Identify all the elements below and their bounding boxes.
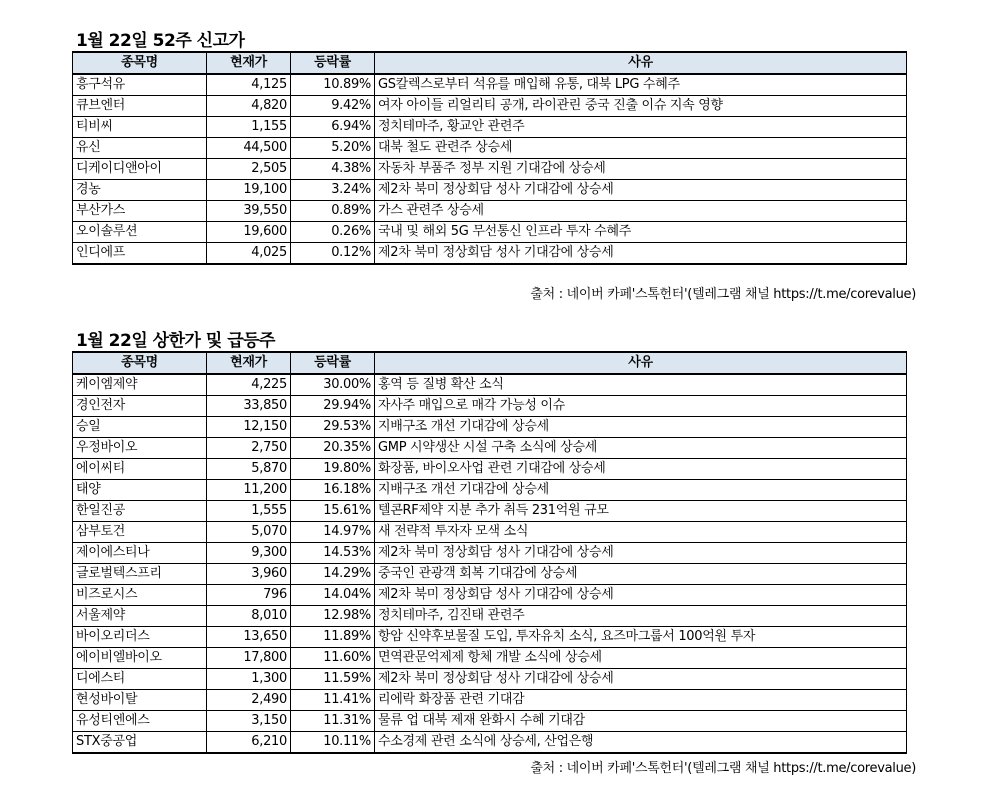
- header-change: 등락률: [291, 352, 375, 374]
- change-cell: 0.89%: [291, 201, 375, 222]
- change-cell: 5.20%: [291, 138, 375, 159]
- change-cell: 14.97%: [291, 522, 375, 543]
- reason-cell: GS칼렉스로부터 석유를 매입해 유통, 대북 LPG 수혜주: [375, 74, 907, 96]
- reason-cell: 제2차 북미 정상회담 성사 기대감에 상승세: [375, 543, 907, 564]
- table-row: [73, 648, 907, 669]
- reason-cell: 리에락 화장품 관련 기대감: [375, 690, 907, 711]
- reason-cell: 여자 아이들 리얼리티 공개, 라이관린 중국 진출 이슈 지속 영향: [375, 96, 907, 117]
- price-cell: 6,210: [207, 732, 291, 754]
- price-cell: 4,125: [207, 74, 291, 96]
- stock-name-cell: 비즈로시스: [73, 585, 207, 606]
- price-cell: 33,850: [207, 396, 291, 417]
- stock-name-cell: 인디에프: [73, 243, 207, 265]
- reason-cell: 제2차 북미 정상회담 성사 기대감에 상승세: [375, 180, 907, 201]
- stock-name-cell: 삼부토건: [73, 522, 207, 543]
- price-cell: 8,010: [207, 606, 291, 627]
- stock-name-cell: 에이비엘바이오: [73, 648, 207, 669]
- price-cell: 2,490: [207, 690, 291, 711]
- change-cell: 16.18%: [291, 480, 375, 501]
- stock-name-cell: 큐브엔터: [73, 96, 207, 117]
- table-row: [73, 138, 907, 159]
- stock-name-cell: 디에스티: [73, 669, 207, 690]
- reason-cell: 화장품, 바이오사업 관련 기대감에 상승세: [375, 459, 907, 480]
- reason-cell: 지배구조 개선 기대감에 상승세: [375, 480, 907, 501]
- stock-name-cell: 오이솔루션: [73, 222, 207, 243]
- reason-cell: GMP 시약생산 시설 구축 소식에 상승세: [375, 438, 907, 459]
- change-cell: 11.41%: [291, 690, 375, 711]
- stock-name-cell: 부산가스: [73, 201, 207, 222]
- stock-name-cell: 티비씨: [73, 117, 207, 138]
- reason-cell: 정치테마주, 황교안 관련주: [375, 117, 907, 138]
- price-cell: 3,960: [207, 564, 291, 585]
- table-row: [73, 438, 907, 459]
- table-row: [73, 690, 907, 711]
- table-row: [73, 585, 907, 606]
- price-cell: 17,800: [207, 648, 291, 669]
- stock-name-cell: 승일: [73, 417, 207, 438]
- table-row: [73, 606, 907, 627]
- stock-name-cell: 제이에스티나: [73, 543, 207, 564]
- stock-name-cell: 유성티엔에스: [73, 711, 207, 732]
- table-row: [73, 543, 907, 564]
- change-cell: 3.24%: [291, 180, 375, 201]
- table-row: [73, 480, 907, 501]
- table-row: [73, 222, 907, 243]
- header-reason: 사유: [375, 52, 907, 74]
- stock-name-cell: 경농: [73, 180, 207, 201]
- header-price: 현재가: [207, 52, 291, 74]
- header-stock-name: 종목명: [73, 352, 207, 374]
- stock-name-cell: 우정바이오: [73, 438, 207, 459]
- stock-name-cell: 글로벌텍스프리: [73, 564, 207, 585]
- stock-name-cell: 유신: [73, 138, 207, 159]
- table-row: [73, 711, 907, 732]
- table-row: [73, 243, 907, 265]
- change-cell: 11.89%: [291, 627, 375, 648]
- price-cell: 4,025: [207, 243, 291, 265]
- header-price: 현재가: [207, 352, 291, 374]
- stock-name-cell: STX중공업: [73, 732, 207, 754]
- change-cell: 19.80%: [291, 459, 375, 480]
- table-row: [73, 117, 907, 138]
- reason-cell: 면역관문억제제 항체 개발 소식에 상승세: [375, 648, 907, 669]
- table-row: [73, 669, 907, 690]
- stock-name-cell: 현성바이탈: [73, 690, 207, 711]
- change-cell: 10.11%: [291, 732, 375, 754]
- highs-table: [72, 51, 907, 265]
- reason-cell: 대북 철도 관련주 상승세: [375, 138, 907, 159]
- table-row: [73, 417, 907, 438]
- table-row: [73, 374, 907, 396]
- header-reason: 사유: [375, 352, 907, 374]
- stock-name-cell: 에이씨티: [73, 459, 207, 480]
- table-row: [73, 180, 907, 201]
- change-cell: 9.42%: [291, 96, 375, 117]
- price-cell: 1,155: [207, 117, 291, 138]
- table-row: [73, 201, 907, 222]
- reason-cell: 새 전략적 투자자 모색 소식: [375, 522, 907, 543]
- highs-source: 출처 : 네이버 카페'스톡헌터'(텔레그램 채널 https://t.me/corevalue): [530, 287, 916, 302]
- change-cell: 14.04%: [291, 585, 375, 606]
- reason-cell: 정치테마주, 김진태 관련주: [375, 606, 907, 627]
- price-cell: 39,550: [207, 201, 291, 222]
- header-stock-name: 종목명: [73, 52, 207, 74]
- change-cell: 10.89%: [291, 74, 375, 96]
- reason-cell: 국내 및 해외 5G 무선통신 인프라 투자 수혜주: [375, 222, 907, 243]
- reason-cell: 제2차 북미 정상회담 성사 기대감에 상승세: [375, 585, 907, 606]
- change-cell: 11.59%: [291, 669, 375, 690]
- table-row: [73, 396, 907, 417]
- price-cell: 1,555: [207, 501, 291, 522]
- table-row: [73, 564, 907, 585]
- highs-title: 1월 22일 52주 신고가: [76, 31, 245, 51]
- table-header-row: [73, 52, 907, 74]
- gainers-source: 출처 : 네이버 카페'스톡헌터'(텔레그램 채널 https://t.me/corevalue): [530, 761, 916, 776]
- reason-cell: 항암 신약후보물질 도입, 투자유치 소식, 요즈마그룹서 100억원 투자: [375, 627, 907, 648]
- change-cell: 30.00%: [291, 374, 375, 396]
- price-cell: 5,870: [207, 459, 291, 480]
- change-cell: 15.61%: [291, 501, 375, 522]
- stock-name-cell: 흥구석유: [73, 74, 207, 96]
- change-cell: 14.53%: [291, 543, 375, 564]
- reason-cell: 제2차 북미 정상회담 성사 기대감에 상승세: [375, 243, 907, 265]
- price-cell: 3,150: [207, 711, 291, 732]
- price-cell: 11,200: [207, 480, 291, 501]
- stock-name-cell: 디케이디앤아이: [73, 159, 207, 180]
- price-cell: 796: [207, 585, 291, 606]
- gainers-table: [72, 351, 907, 754]
- reason-cell: 수소경제 관련 소식에 상승세, 산업은행: [375, 732, 907, 754]
- reason-cell: 자동차 부품주 정부 지원 기대감에 상승세: [375, 159, 907, 180]
- gainers-title: 1월 22일 상한가 및 급등주: [76, 331, 275, 351]
- table-row: [73, 501, 907, 522]
- price-cell: 1,300: [207, 669, 291, 690]
- price-cell: 4,225: [207, 374, 291, 396]
- price-cell: 2,505: [207, 159, 291, 180]
- change-cell: 4.38%: [291, 159, 375, 180]
- reason-cell: 가스 관련주 상승세: [375, 201, 907, 222]
- price-cell: 5,070: [207, 522, 291, 543]
- stock-name-cell: 태양: [73, 480, 207, 501]
- table-row: [73, 732, 907, 754]
- reason-cell: 물류 업 대북 제재 완화시 수혜 기대감: [375, 711, 907, 732]
- change-cell: 11.60%: [291, 648, 375, 669]
- stock-name-cell: 케이엠제약: [73, 374, 207, 396]
- reason-cell: 중국인 관광객 회복 기대감에 상승세: [375, 564, 907, 585]
- table-row: [73, 74, 907, 96]
- reason-cell: 텔콘RF제약 지분 추가 취득 231억원 규모: [375, 501, 907, 522]
- price-cell: 19,100: [207, 180, 291, 201]
- highs-table-body: [73, 74, 907, 264]
- reason-cell: 자사주 매입으로 매각 가능성 이슈: [375, 396, 907, 417]
- change-cell: 12.98%: [291, 606, 375, 627]
- gainers-table-body: [73, 374, 907, 753]
- price-cell: 19,600: [207, 222, 291, 243]
- price-cell: 12,150: [207, 417, 291, 438]
- stock-name-cell: 서울제약: [73, 606, 207, 627]
- table-row: [73, 159, 907, 180]
- table-row: [73, 459, 907, 480]
- change-cell: 11.31%: [291, 711, 375, 732]
- table-row: [73, 522, 907, 543]
- price-cell: 44,500: [207, 138, 291, 159]
- table-row: [73, 627, 907, 648]
- change-cell: 20.35%: [291, 438, 375, 459]
- stock-name-cell: 한일진공: [73, 501, 207, 522]
- change-cell: 0.26%: [291, 222, 375, 243]
- price-cell: 2,750: [207, 438, 291, 459]
- price-cell: 9,300: [207, 543, 291, 564]
- change-cell: 29.94%: [291, 396, 375, 417]
- change-cell: 29.53%: [291, 417, 375, 438]
- price-cell: 13,650: [207, 627, 291, 648]
- reason-cell: 제2차 북미 정상회담 성사 기대감에 상승세: [375, 669, 907, 690]
- reason-cell: 홍역 등 질병 확산 소식: [375, 374, 907, 396]
- change-cell: 14.29%: [291, 564, 375, 585]
- price-cell: 4,820: [207, 96, 291, 117]
- stock-name-cell: 경인전자: [73, 396, 207, 417]
- table-header-row: [73, 352, 907, 374]
- header-change: 등락률: [291, 52, 375, 74]
- table-row: [73, 96, 907, 117]
- change-cell: 6.94%: [291, 117, 375, 138]
- change-cell: 0.12%: [291, 243, 375, 265]
- stock-name-cell: 바이오리더스: [73, 627, 207, 648]
- reason-cell: 지배구조 개선 기대감에 상승세: [375, 417, 907, 438]
